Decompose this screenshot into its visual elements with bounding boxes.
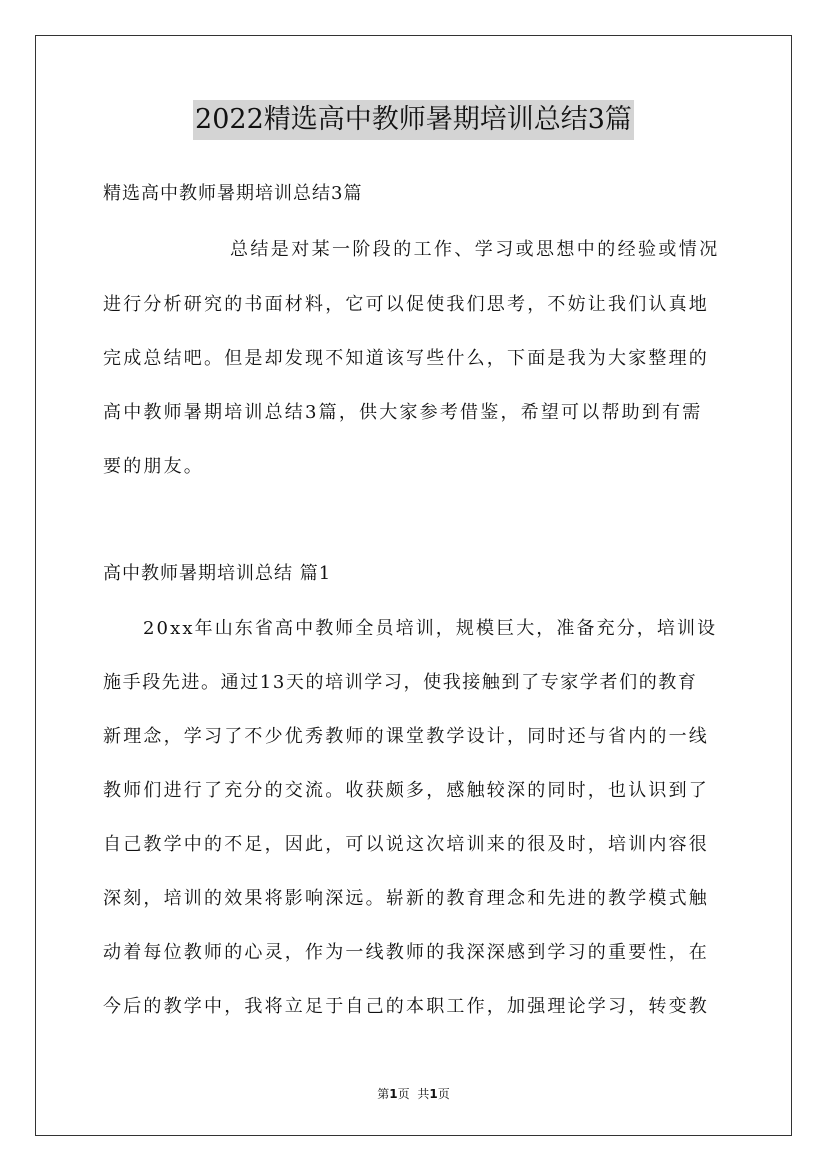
body-line-8: 今后的教学中，我将立足于自己的本职工作，加强理论学习，转变教 [103,996,709,1017]
body-line-2: 施手段先进。通过13天的培训学习，使我接触到了专家学者们的教育 [103,672,698,693]
footer-page-prefix: 第 [377,1087,390,1101]
footer-page-suffix: 页 [397,1087,410,1101]
footer-page-number: 1 [389,1087,398,1101]
title-area [0,100,827,140]
footer-total-prefix: 共 [417,1087,430,1101]
section-heading: 高中教师暑期培训总结 篇1 [103,563,332,584]
intro-line-1: 总结是对某一阶段的工作、学习或思想中的经验或情况 [230,239,720,260]
intro-line-2: 进行分析研究的书面材料，它可以促使我们思考，不妨让我们认真地 [103,294,709,315]
body-line-4: 教师们进行了充分的交流。收获颇多，感触较深的同时，也认识到了 [103,780,709,801]
body-line-1: 20xx年山东省高中教师全员培训，规模巨大，准备充分，培训设 [143,618,718,639]
document-title: 2022精选高中教师暑期培训总结3篇 [193,100,634,140]
page-footer [0,1086,827,1102]
footer-total-suffix: 页 [437,1087,450,1101]
body-line-3: 新理念，学习了不少优秀教师的课堂教学设计，同时还与省内的一线 [103,726,709,747]
body-line-5: 自己教学中的不足，因此，可以说这次培训来的很及时，培训内容很 [103,834,709,855]
intro-line-3: 完成总结吧。但是却发现不知道该写些什么，下面是我为大家整理的 [103,348,709,369]
intro-line-5: 要的朋友。 [103,456,204,477]
body-line-7: 动着每位教师的心灵，作为一线教师的我深深感到学习的重要性，在 [103,942,709,963]
body-line-6: 深刻，培训的效果将影响深远。崭新的教育理念和先进的教学模式触 [103,888,709,909]
footer-total-number: 1 [429,1087,438,1101]
document-subtitle: 精选高中教师暑期培训总结3篇 [103,183,363,204]
intro-line-4: 高中教师暑期培训总结3篇，供大家参考借鉴，希望可以帮助到有需 [103,402,703,423]
